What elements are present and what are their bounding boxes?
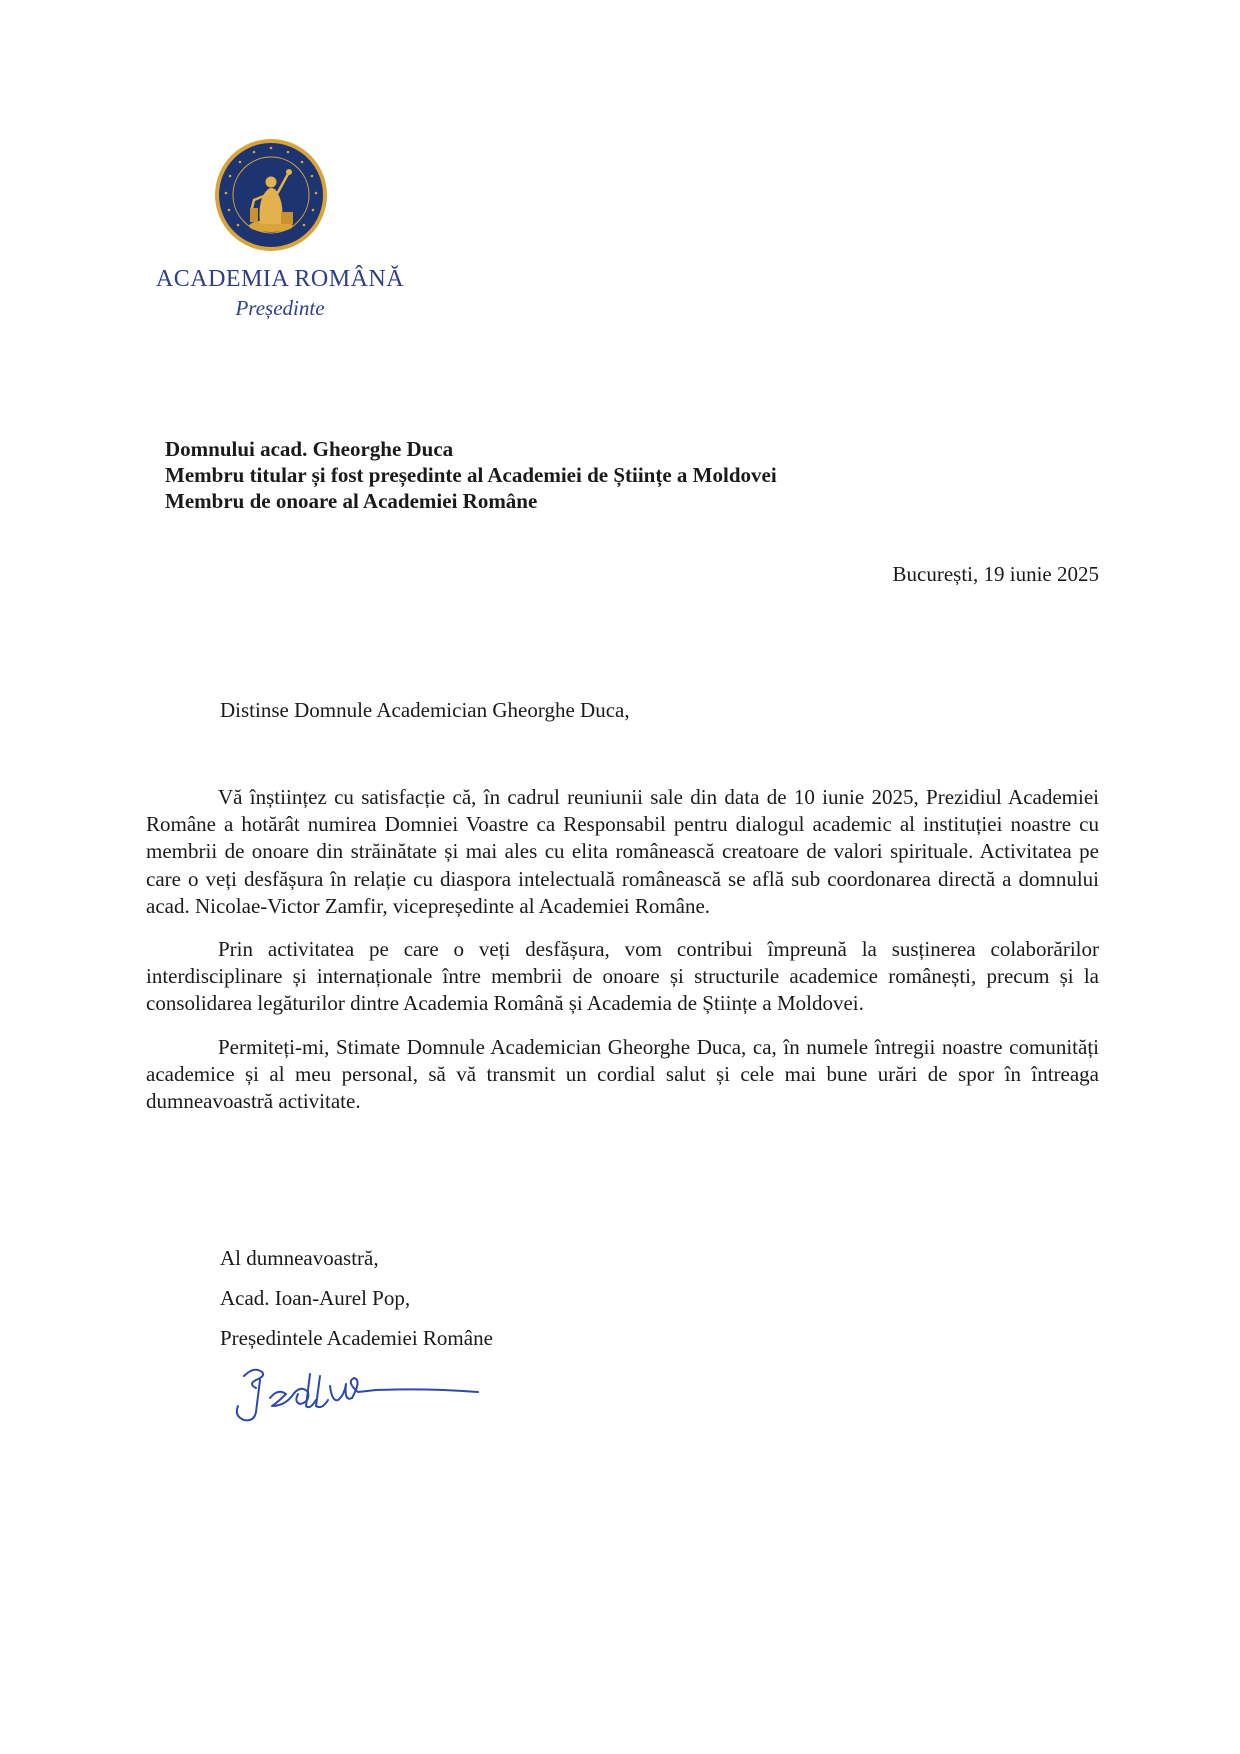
letter-date: București, 19 iunie 2025 bbox=[892, 562, 1099, 586]
addressee-name: Domnului acad. Gheorghe Duca bbox=[165, 437, 454, 461]
addressee-block bbox=[165, 436, 777, 514]
academy-seal-icon bbox=[214, 138, 328, 252]
salutation: Distinse Domnule Academician Gheorghe Duca, bbox=[220, 698, 630, 722]
body-paragraph: Vă înștiințez cu satisfacție că, în cadrul reuniunii sale din data de 10 iunie 2025, Prezidiul Academiei Române a hotărât numirea Domniei Voastre ca Responsabil pentru dialogul academic al instituției noastre cu membrii de onoare din străinătate și mai ales cu elita românească creatoare de valori spirituale. Activitatea pe care o veți desfășura în relație cu diaspora intelectuală românească se află sub coordonarea directă a domnului acad. Nicolae-Victor Zamfir, vicepreședinte al Academiei Române. bbox=[146, 785, 1099, 918]
signer-title: Președintele Academiei Române bbox=[220, 1326, 493, 1350]
closing-block bbox=[220, 1246, 493, 1366]
valediction: Al dumneavoastră, bbox=[220, 1246, 379, 1270]
institution-name: ACADEMIA ROMÂNĂ bbox=[155, 266, 405, 292]
letter-body bbox=[146, 784, 1099, 1131]
addressee-title: Membru titular și fost președinte al Academiei de Științe a Moldovei bbox=[165, 463, 777, 487]
body-paragraph: Prin activitatea pe care o veți desfășura, vom contribui împreună la susținerea colaborărilor interdisciplinare și internaționale între membrii de onoare și structurile academice românești, precum și la consolidarea legăturilor dintre Academia Română și Academia de Științe a Moldovei. bbox=[146, 937, 1099, 1016]
signer-name: Acad. Ioan-Aurel Pop, bbox=[220, 1286, 411, 1310]
office-title: Președinte bbox=[235, 296, 325, 320]
handwritten-signature-icon bbox=[226, 1362, 526, 1432]
body-paragraph: Permiteți-mi, Stimate Domnule Academician Gheorghe Duca, ca, în numele întregii noastre comunități academice și al meu personal, să vă transmit un cordial salut și cele mai bune urări de spor în întreaga dumneavoastră activitate. bbox=[146, 1034, 1099, 1114]
addressee-honorary-title: Membru de onoare al Academiei Române bbox=[165, 489, 538, 513]
